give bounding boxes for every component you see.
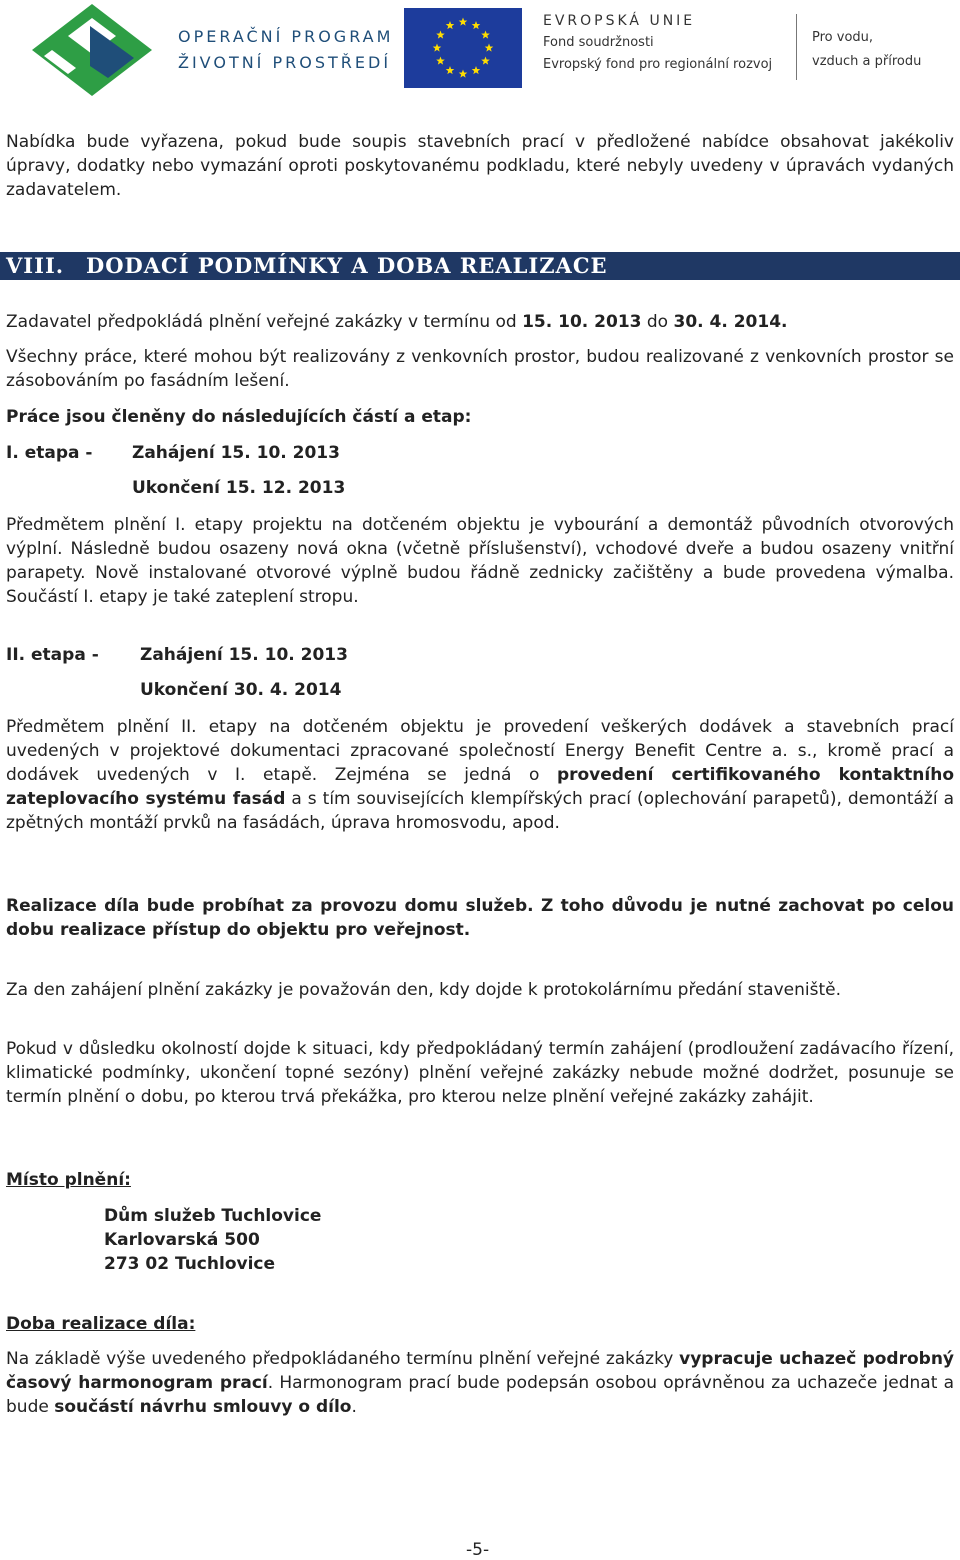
term-to: 30. 4. 2014.	[673, 312, 788, 332]
etapa-1-end: Ukončení 15. 12. 2013	[132, 478, 346, 498]
etapa-2-text-a: Předmětem plnění II. etapy na dotčeném objektu je provedení veškerých dodávek a stavebních prací uvedených v projektové dokumentaci zpracované společností Energy Benefit Centre a. s., kromě prací a dodávek uvedených v I. etapě. Zejména se jedná o	[6, 717, 954, 785]
eu-regional-fund-line: Evropský fond pro regionální rozvoj	[543, 57, 773, 72]
etapa-2-paragraph	[6, 715, 954, 835]
slogan	[812, 26, 921, 74]
service-note: Realizace díla bude probíhat za provozu domu služeb. Z toho důvodu je nutné zachovat po celou dobu realizace přístup do objektu pro veřejnost.	[6, 896, 954, 940]
duration-text-a: Na základě výše uvedeného předpokládaného termínu plnění veřejné zakázky	[6, 1349, 680, 1369]
slogan-line-2: vzduch a přírodu	[812, 54, 922, 69]
parts-heading: Práce jsou členěny do následujících částí a etap:	[6, 407, 472, 427]
section-heading	[0, 252, 960, 280]
etapa-2-text-bold: provedení certifikovaného kontaktního zateplovacího systému fasád	[6, 765, 954, 809]
delay-note: Pokud v důsledku okolností dojde k situaci, kdy předpokládaný termín zahájení (prodloužení zadávacího řízení, klimatické podmínky, ukončení topné sezóny) plnění veřejné zakázky nebude možné dodržet, posunuje se termín plnění o dobu, po kterou trvá překážka, pro kterou nelze plnění veřejné zakázky zahájit.	[6, 1039, 954, 1107]
duration-text-e: .	[351, 1397, 357, 1417]
duration-text-b: vypracuje uchazeč podrobný časový harmonogram prací	[6, 1349, 955, 1393]
eu-fund-line: Fond soudržnosti	[543, 35, 654, 50]
section-number: VIII.	[6, 253, 65, 278]
duration-paragraph	[6, 1347, 954, 1419]
slogan-line-1: Pro vodu,	[812, 30, 874, 45]
page-header	[0, 0, 960, 104]
term-prefix: Zadavatel předpokládá plnění veřejné zakázky v termínu od	[6, 312, 523, 332]
etapa-1-paragraph: Předmětem plnění I. etapy projektu na dotčeném objektu je vybourání a demontáž původních otvorových výplní. Následně budou osazeny nová okna (včetně příslušenství), vchodové dveře a budou osazeny vnitřní parapety. Nově instalované otvorové výplně budou řádně zednicky začištěny a bude provedena výmalba. Součástí I. etapy je také zateplení stropu.	[6, 515, 954, 607]
duration-text-c: . Harmonogram prací bude podepsán osobou oprávněnou za uchazeče jednat a bude	[6, 1373, 954, 1417]
term-mid: do	[641, 312, 674, 332]
place-heading: Místo plnění:	[6, 1170, 131, 1190]
place-line-2: Karlovarská 500	[104, 1230, 260, 1250]
place-line-3: 273 02 Tuchlovice	[104, 1254, 276, 1274]
duration-text-d: součástí návrhu smlouvy o dílo	[54, 1397, 352, 1417]
header-divider	[796, 14, 797, 80]
etapa-2-text-c: a s tím souvisejících klempířských prací (oplechování parapetů), demontáží a zpětných montáží prvků na fasádách, úprava hromosvodu, apod.	[6, 789, 954, 833]
etapa-1-start: Zahájení 15. 10. 2013	[132, 443, 340, 463]
intro-paragraph: Nabídka bude vyřazena, pokud bude soupis stavebních prací v předložené nabídce obsahovat jakékoliv úpravy, dodatky nebo vymazání oproti poskytovanému podkladu, které nebyly uvedeny v úpravách vydaných zadavatelem.	[6, 132, 954, 200]
duration-heading: Doba realizace díla:	[6, 1314, 196, 1334]
exterior-paragraph: Všechny práce, které mohou být realizovány z venkovních prostor, budou realizované z venkovních prostor se zásobováním po fasádním lešení.	[6, 347, 954, 391]
etapa-1-label: I. etapa -	[6, 443, 93, 463]
page-number: -5-	[466, 1540, 490, 1560]
eu-flag-icon	[404, 8, 522, 88]
op-line-1: OPERAČNÍ PROGRAM	[178, 27, 394, 46]
start-note: Za den zahájení plnění zakázky je považován den, kdy dojde k protokolárnímu předání staveniště.	[6, 980, 841, 1000]
etapa-2-start: Zahájení 15. 10. 2013	[140, 645, 348, 665]
op-zp-logo-text	[178, 24, 393, 76]
term-from: 15. 10. 2013	[522, 312, 642, 332]
eu-title: EVROPSKÁ UNIE	[543, 13, 696, 29]
term-paragraph	[6, 310, 954, 334]
etapa-2-end: Ukončení 30. 4. 2014	[140, 680, 342, 700]
place-line-1: Dům služeb Tuchlovice	[104, 1206, 322, 1226]
op-zp-logo-icon	[32, 2, 168, 98]
section-title: DODACÍ PODMÍNKY A DOBA REALIZACE	[86, 253, 608, 278]
etapa-2-label: II. etapa -	[6, 645, 99, 665]
eu-logo-text	[543, 10, 772, 76]
op-line-2: ŽIVOTNÍ PROSTŘEDÍ	[178, 53, 392, 72]
